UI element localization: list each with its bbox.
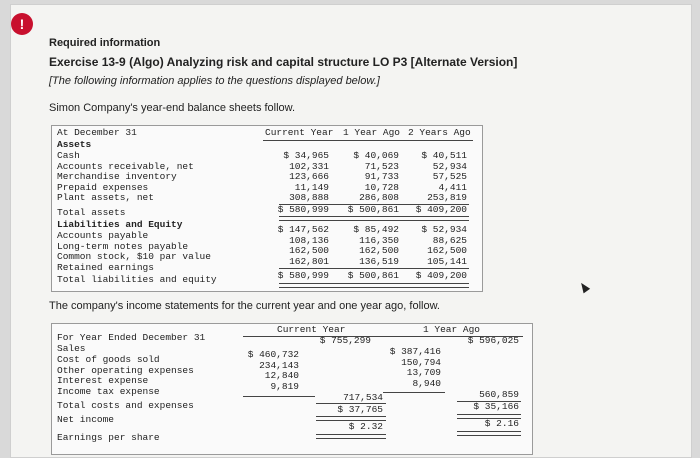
col-2-years-ago: 2 Years Ago <box>408 127 471 138</box>
net-income-label: Net income <box>57 414 115 425</box>
sales-label: Sales <box>57 343 86 354</box>
assets-2-years-ago: $ 40,511 52,934 57,525 4,411 253,819 <box>421 150 467 204</box>
total-costs-current: 717,534 <box>343 392 383 403</box>
eps-prior: $ 2.16 <box>484 418 519 429</box>
total-le-current: $ 580,999 <box>277 270 329 281</box>
income-col-prior: 1 Year Ago <box>423 324 481 335</box>
sales-current: $ 755,299 <box>319 335 371 346</box>
total-le-2-years-ago: $ 409,200 <box>415 270 467 281</box>
expenses-current: $ 460,732 234,143 12,840 9,819 <box>247 349 299 392</box>
liabilities-heading: Liabilities and Equity <box>57 219 183 230</box>
total-assets-current: $ 580,999 <box>277 204 329 215</box>
income-intro: The company's income statements for the current year and one year ago, follow. <box>49 300 440 312</box>
balance-title: At December 31 <box>57 127 137 138</box>
sales-prior: $ 596,025 <box>467 335 519 346</box>
col-1-year-ago: 1 Year Ago <box>343 127 401 138</box>
assets-heading: Assets <box>57 139 92 150</box>
income-col-current: Current Year <box>277 324 346 335</box>
instruction-note: [The following information applies to the questions displayed below.] <box>49 75 380 87</box>
col-current-year: Current Year <box>265 127 334 138</box>
liabilities-1-year-ago: $ 85,492 116,350 162,500 136,519 <box>353 224 399 267</box>
total-assets-label: Total assets <box>57 207 126 218</box>
expenses-prior: $ 387,416 150,794 13,709 8,940 <box>389 346 441 389</box>
total-le-1-year-ago: $ 500,861 <box>347 270 399 281</box>
total-costs-label: Total costs and expenses <box>57 400 194 411</box>
mouse-cursor-icon <box>578 281 590 294</box>
required-heading: Required information <box>49 37 161 49</box>
income-title: For Year Ended December 31 <box>57 332 206 343</box>
total-assets-2-years-ago: $ 409,200 <box>415 204 467 215</box>
alert-icon: ! <box>11 13 33 35</box>
asset-labels: Cash Accounts receivable, net Merchandise inventory Prepaid expenses Plant assets, net <box>57 150 194 204</box>
liability-labels: Accounts payable Long-term notes payable Common stock, $10 par value Retained earnings <box>57 230 211 273</box>
net-income-prior: $ 35,166 <box>473 401 519 412</box>
total-costs-prior: 560,859 <box>479 389 519 400</box>
net-income-current: $ 37,765 <box>337 404 383 415</box>
content-card <box>10 4 692 458</box>
assets-current: $ 34,965 102,331 123,666 11,149 308,888 <box>283 150 329 204</box>
exercise-title: Exercise 13-9 (Algo) Analyzing risk and capital structure LO P3 [Alternate Version] <box>49 55 518 69</box>
balance-intro: Simon Company's year-end balance sheets follow. <box>49 102 296 114</box>
total-liabilities-equity-label: Total liabilities and equity <box>57 274 217 285</box>
assets-1-year-ago: $ 40,069 71,523 91,733 10,728 286,808 <box>353 150 399 204</box>
eps-label: Earnings per share <box>57 432 160 443</box>
eps-current: $ 2.32 <box>348 421 383 432</box>
liabilities-2-years-ago: $ 52,934 88,625 162,500 105,141 <box>421 224 467 267</box>
total-assets-1-year-ago: $ 500,861 <box>347 204 399 215</box>
expense-labels: Cost of goods sold Other operating expenses Interest expense Income tax expense <box>57 354 194 397</box>
liabilities-current: $ 147,562 108,136 162,500 162,801 <box>277 224 329 267</box>
